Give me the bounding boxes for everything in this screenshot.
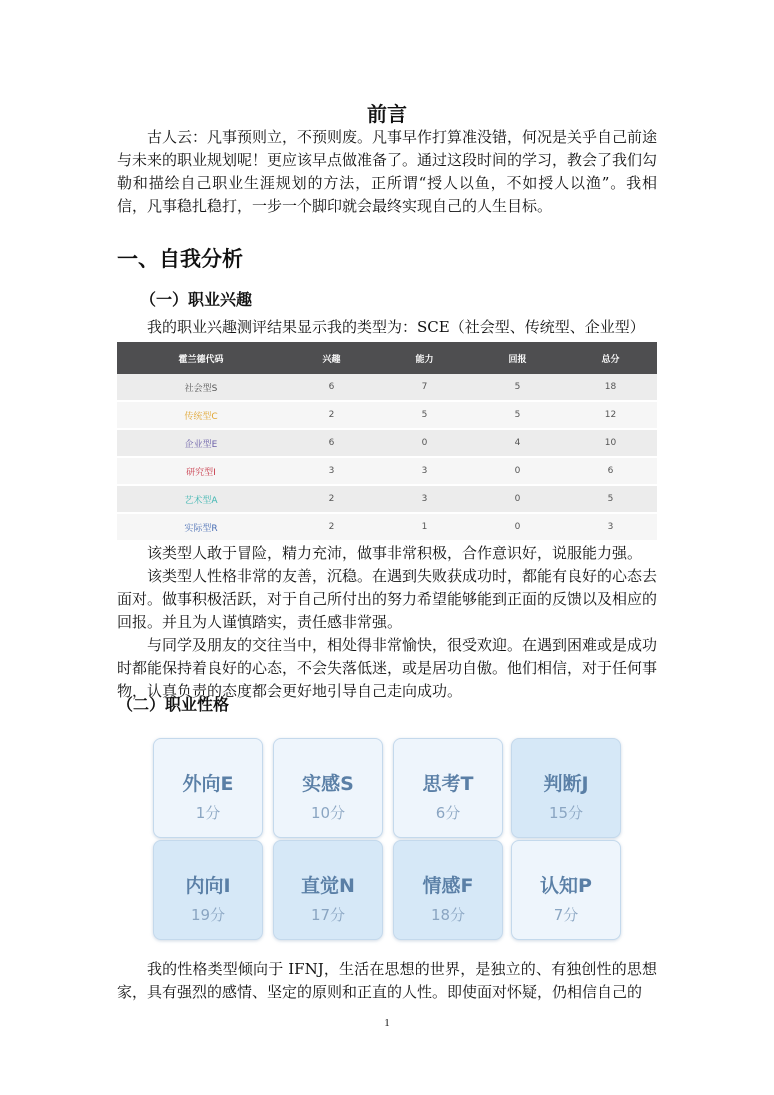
interest-paragraph-1: 该类型人敢于冒险，精力充沛，做事非常积极，合作意识好，说服能力强。 [147,544,643,562]
holland-header-code: 霍兰德代码 [178,354,224,365]
personality-card-perceiving [511,840,621,940]
holland-type-name: 企业型E [184,439,218,450]
card-name: 情感F [422,875,474,897]
interest-paragraph-2: 该类型人性格非常的友善，沉稳。在遇到失败获成功时，都能有良好的心态去面对。做事积极活跃，对于自己所付出的努力希望能够能到正面的反馈以及相应的回报。并且为人谨慎踏实，责任感非常强。 [117,567,658,631]
interest-paragraph-3: 与同学及朋友的交往当中，相处得非常愉快，很受欢迎。在遇到困难或是成功时都能保持着良好的心态，不会失落低迷，或是居功自傲。他们相信，对于任何事物，认真负责的态度都会更好地引导自己走向成功。 [117,636,658,700]
personality-card-sensing [273,738,383,838]
holland-score-cell: 7 [421,382,428,392]
holland-score-cell: 3 [607,522,614,532]
card-name: 思考T [422,773,474,795]
card-name: 认知P [540,875,592,897]
holland-score-cell: 1 [421,522,428,532]
holland-score-cell: 2 [328,522,335,532]
card-name: 内向I [185,875,231,897]
page-title: 前言 [367,102,407,126]
personality-card-intuition [273,840,383,940]
personality-card-introvert [153,840,263,940]
card-score: 19分 [190,906,226,924]
holland-score-cell: 3 [421,466,428,476]
holland-score-cell: 5 [607,494,614,504]
holland-score-cell: 3 [421,494,428,504]
preface-paragraph: 古人云：凡事预则立，不预则废。凡事早作打算准没错，何况是关乎自己前途与未来的职业规划呢！更应该早点做准备了。通过这段时间的学习，教会了我们勾勒和描绘自己职业生涯规划的方法，正所谓“授人以鱼，不如授人以渔”。我相信，凡事稳扎稳打，一步一个脚印就会最终实现自己的人生目标。 [117,128,658,215]
personality-card-thinking [393,738,503,838]
card-score: 17分 [310,906,346,924]
holland-score-cell: 3 [328,466,335,476]
holland-score-cell: 0 [514,522,521,532]
holland-row [117,402,657,430]
interest-intro: 我的职业兴趣测评结果显示我的类型为：SCE（社会型、传统型、企业型） [147,318,645,336]
subheading-career-personality: （二）职业性格 [117,695,230,714]
holland-score-cell: 0 [514,466,521,476]
card-score: 18分 [430,906,466,924]
holland-table [117,342,657,534]
holland-header-total: 总分 [601,354,620,365]
card-score: 15分 [548,804,584,822]
holland-score-cell: 5 [514,410,521,420]
holland-row [117,458,657,486]
holland-score-cell: 2 [328,410,335,420]
page-number: 1 [384,1017,390,1029]
holland-header-ability: 能力 [415,354,434,365]
holland-type-name: 社会型S [184,383,218,394]
card-name: 判断J [543,773,589,795]
section-heading-self-analysis: 一、自我分析 [117,247,243,271]
holland-type-name: 传统型C [184,411,218,422]
personality-card-extravert [153,738,263,838]
card-score: 6分 [435,804,461,822]
holland-type-name: 研究型I [186,467,216,478]
holland-type-name: 艺术型A [184,495,218,506]
holland-score-cell: 5 [514,382,521,392]
holland-header-row [117,342,657,374]
holland-score-cell: 5 [421,410,428,420]
holland-score-cell: 12 [604,410,617,420]
personality-card-feeling [393,840,503,940]
holland-score-cell: 2 [328,494,335,504]
personality-card-judging [511,738,621,838]
card-score: 7分 [553,906,579,924]
holland-row [117,514,657,542]
card-name: 直觉N [301,875,355,897]
holland-header-interest: 兴趣 [322,354,341,365]
card-name: 实感S [302,773,354,795]
holland-score-cell: 18 [604,382,617,392]
personality-paragraph: 我的性格类型倾向于 IFNJ，生活在思想的世界，是独立的、有独创性的思想家，具有强烈的感情、坚定的原则和正直的人性。即使面对怀疑，仍相信自己的 [117,960,657,1001]
card-score: 10分 [310,804,346,822]
holland-row [117,430,657,458]
holland-header-reward: 回报 [508,354,527,365]
personality-cards [153,736,619,943]
card-score: 1分 [195,804,221,822]
holland-score-cell: 4 [514,438,521,448]
holland-score-cell: 6 [328,438,335,448]
holland-type-name: 实际型R [184,523,218,534]
holland-score-cell: 0 [421,438,428,448]
holland-row [117,486,657,514]
holland-row [117,374,657,402]
subheading-career-interest: （一）职业兴趣 [140,290,253,309]
holland-score-cell: 6 [328,382,335,392]
card-name: 外向E [182,773,234,795]
holland-score-cell: 10 [604,438,617,448]
holland-score-cell: 0 [514,494,521,504]
holland-score-cell: 6 [607,466,614,476]
